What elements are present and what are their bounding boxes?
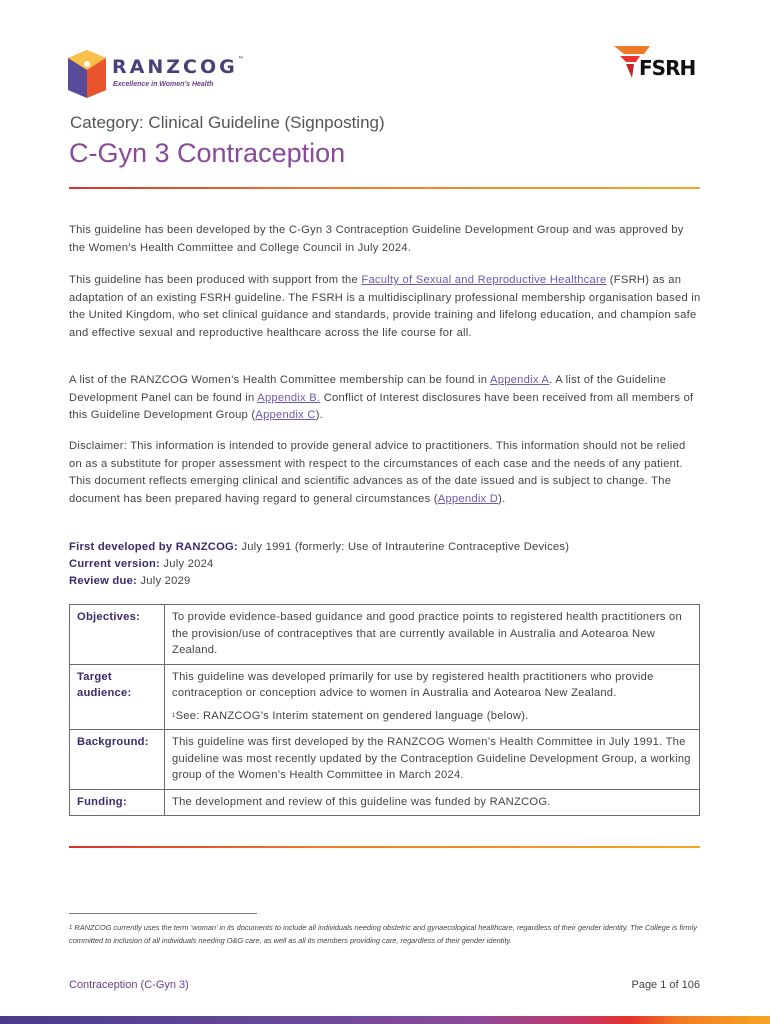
footnote: $^1$ RANZCOG currently uses the term ‘woman’ in its documents to include all individuals needing obstetric and gynaecological healthcare, regardless of their gender identity. The College is firmly committed to inclusion of all individuals needing O&G care, as well as all its members providing care, regardless of their gender identity. — [69, 923, 698, 945]
target-audience-cell — [165, 664, 700, 730]
trademark-symbol: ™ — [237, 56, 244, 63]
disclaimer-paragraph: Disclaimer: This information is intended to provide general advice to practitioners. This information should not be relied on as a substitute for proper assessment with respect to the circumstances of each case and the needs of any patient. This document reflects emerging clinical and scientific advances as of the date issued and is subject to change. The document has been prepared having regard to general circumstances (Appendix D). — [69, 440, 686, 505]
ranzcog-logo — [68, 50, 244, 98]
current-version-line: Current version: July 2024 — [69, 558, 214, 570]
ranzcog-wordmark: RANZCOG™ — [112, 56, 244, 78]
fsrh-link[interactable]: Faculty of Sexual and Reproductive Healthcare — [361, 274, 607, 286]
footer-color-bar — [0, 1016, 770, 1024]
intro-paragraph: This guideline has been developed by the C-Gyn 3 Contraception Guideline Development Group and was approved by the Women’s Health Committee and College Council in July 2024. — [69, 224, 684, 254]
page-number: Page 1 of 106 — [631, 979, 700, 991]
table-row — [70, 605, 700, 665]
funding-label: Funding: — [70, 789, 165, 816]
appendix-d-link[interactable]: Appendix D — [437, 492, 499, 505]
objectives-text: To provide evidence-based guidance and good practice points to registered health practitioners on the provision/use of contraceptives that are currently available in Australia and Aotearoa New Zealand. — [165, 605, 700, 665]
document-category: Category: Clinical Guideline (Signposting) — [70, 113, 385, 132]
gendered-language-note: $^1$See: RANZCOG’s Interim statement on gendered language (below). — [172, 709, 529, 722]
fsrh-wordmark: FSRH — [639, 56, 696, 80]
target-audience-text: This guideline was developed primarily for use by registered health practitioners who provide contraception or conception advice to women in Australia and Aotearoa New Zealand. — [172, 670, 654, 699]
review-due-line: Review due: July 2029 — [69, 575, 191, 587]
footer-document-name: Contraception (C-Gyn 3) — [69, 979, 189, 991]
background-label: Background: — [70, 730, 165, 790]
table-row — [70, 664, 700, 730]
appendix-c-link[interactable]: Appendix C — [255, 409, 316, 422]
appendix-a-link[interactable]: Appendix A — [490, 374, 550, 386]
first-developed-label: First developed by RANZCOG: — [69, 541, 238, 553]
ranzcog-emblem-icon — [68, 50, 106, 98]
membership-paragraph: A list of the RANZCOG Women’s Health Committee membership can be found in Appendix A. A list of the Guideline Development Panel can be found in Appendix B. Conflict of Interest disclosures have been received from all members of this Guideline Development Group (Appendix C). — [69, 374, 694, 422]
title-divider — [69, 187, 700, 189]
first-developed-line: First developed by RANZCOG: July 1991 (formerly: Use of Intrauterine Contraceptive Devices) — [69, 541, 570, 553]
table-row — [70, 789, 700, 816]
guideline-info-table — [69, 604, 700, 816]
ranzcog-tagline: Excellence in Women's Health — [113, 81, 214, 88]
funding-text: The development and review of this guideline was funded by RANZCOG. — [165, 789, 700, 816]
target-audience-label: Target audience: — [70, 664, 165, 730]
document-title: C-Gyn 3 Contraception — [69, 138, 346, 168]
review-due-label: Review due: — [69, 575, 138, 587]
appendix-b-link[interactable]: Appendix B. — [257, 391, 321, 404]
table-row — [70, 730, 700, 790]
table-divider — [69, 846, 700, 848]
objectives-label: Objectives: — [70, 605, 165, 665]
fsrh-paragraph: This guideline has been produced with support from the Faculty of Sexual and Reproductive Healthcare (FSRH) as an adaptation of an existing FSRH guideline. The FSRH is a multidisciplinary professional membership organisation based in the United Kingdom, who set clinical guidance and standards, provide training and lifelong education, and champion safe and effective sexual and reproductive healthcare across the life course for all. — [69, 274, 701, 339]
background-text: This guideline was first developed by the RANZCOG Women’s Health Committee in July 1991. The guideline was most recently updated by the Contraception Guideline Development Group, a working group of the Women’s Health Committee in March 2024. — [165, 730, 700, 790]
fsrh-logo — [614, 46, 702, 80]
current-version-label: Current version: — [69, 558, 161, 570]
footnote-rule — [69, 913, 257, 914]
